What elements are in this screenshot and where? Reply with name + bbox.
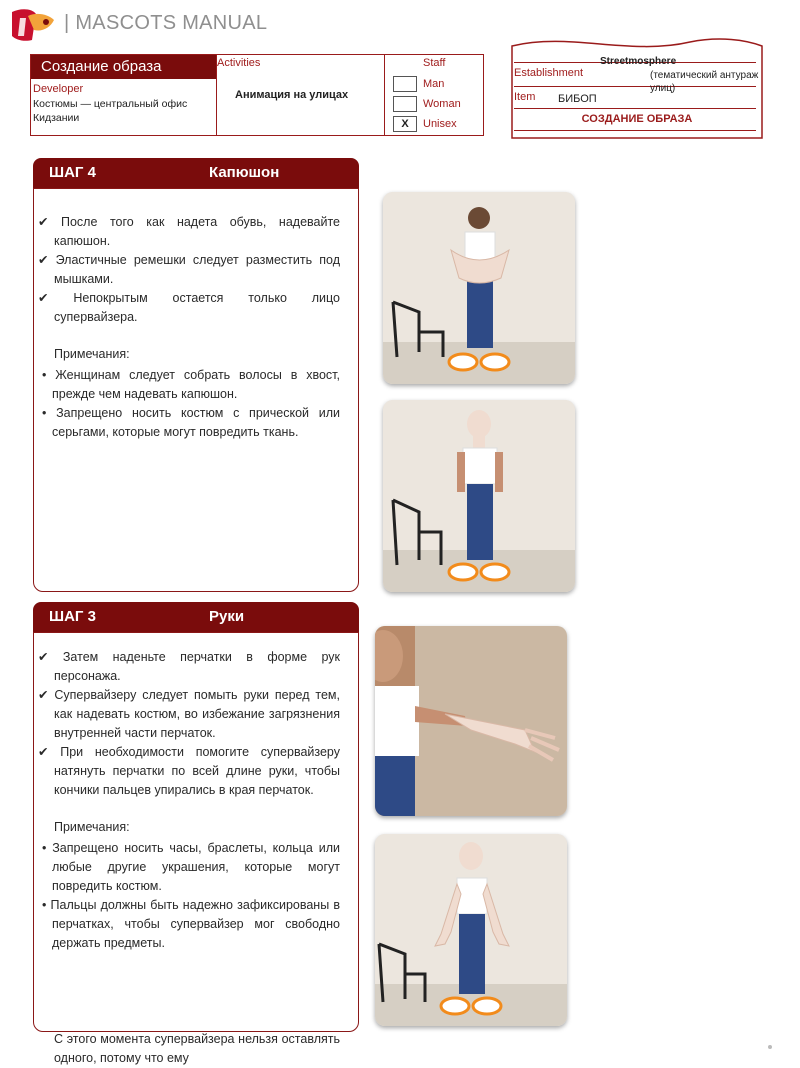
step3-number: ШАГ 3 bbox=[49, 608, 96, 625]
step4-notes-title: Примечания: bbox=[54, 347, 130, 361]
step4-note: • Женщинам следует собрать волосы в хвост, прежде чем надевать капюшон. bbox=[42, 368, 340, 401]
activities-cell bbox=[217, 55, 385, 135]
brand-logo bbox=[6, 6, 62, 46]
activities-label: Activities bbox=[217, 57, 261, 69]
info-table bbox=[30, 54, 484, 136]
developer-value: Костюмы — центральный офис Кидзании bbox=[33, 98, 188, 124]
step3-notes-title: Примечания: bbox=[54, 820, 130, 834]
establishment-value: Streetmosphere bbox=[600, 56, 677, 67]
step4-bullet: ✔ Непокрытым остается только лицо супервайзера. bbox=[38, 291, 340, 324]
step3-header bbox=[33, 602, 359, 632]
establishment-card bbox=[510, 34, 764, 140]
step3-trailing-text: С этого момента супервайзера нельзя оставлять одного, потому что ему bbox=[54, 1032, 340, 1065]
page-marker-dot bbox=[768, 1045, 772, 1049]
staff-woman-label: Woman bbox=[423, 98, 461, 110]
section-title: Создание образа bbox=[31, 55, 216, 79]
photo-gloves-putting-on bbox=[375, 626, 567, 816]
staff-man-label: Man bbox=[423, 78, 445, 90]
staff-unisex-label: Unisex bbox=[423, 118, 457, 130]
item-value: БИБОП bbox=[558, 93, 597, 105]
step3-note: • Пальцы должны быть надежно зафиксированы в перчатках, чтобы супервайзер мог свободно держать предметы. bbox=[42, 898, 340, 950]
step3-bullet: ✔ Затем наденьте перчатки в форме рук персонажа. bbox=[38, 650, 340, 683]
photo-hood-start bbox=[383, 192, 575, 384]
step3-bullet: ✔ Супервайзеру следует помыть руки перед тем, как надевать костюм, во избежание загрязнения внутренней части перчаток. bbox=[38, 688, 340, 740]
step4-bullet: ✔ После того как надета обувь, надевайте капюшон. bbox=[38, 215, 340, 248]
establishment-label: Establishment bbox=[514, 67, 584, 79]
staff-label: Staff bbox=[423, 57, 446, 69]
step4-title: Капюшон bbox=[209, 164, 280, 181]
step4-bullet: ✔ Эластичные ремешки следует разместить под мышками. bbox=[38, 253, 340, 286]
developer-label: Developer bbox=[33, 83, 84, 95]
establishment-footer: СОЗДАНИЕ ОБРАЗА bbox=[581, 113, 693, 125]
step4-number: ШАГ 4 bbox=[49, 164, 96, 181]
photo-hood-on bbox=[383, 400, 575, 592]
staff-man-checkbox[interactable] bbox=[393, 76, 417, 92]
establishment-value-note: (тематический антураж улиц) bbox=[650, 70, 759, 94]
staff-unisex-checkbox[interactable]: X bbox=[393, 116, 417, 132]
step4-header bbox=[33, 158, 359, 188]
item-label: Item bbox=[514, 91, 536, 103]
activities-value: Анимация на улицах bbox=[235, 89, 349, 101]
step3-title: Руки bbox=[209, 608, 245, 625]
manual-title: | MASCOTS MANUAL bbox=[64, 12, 268, 34]
step3-note: • Запрещено носить часы, браслеты, кольца или любые другие украшения, которые могут повредить костюм. bbox=[42, 841, 340, 893]
staff-cell bbox=[385, 55, 483, 135]
step4-content bbox=[38, 213, 340, 442]
step3-content bbox=[38, 648, 340, 953]
step3-bullet: ✔ При необходимости помогите супервайзеру натянуть перчатки по всей длине руки, чтобы кончики пальцев упирались в края перчаток. bbox=[38, 745, 340, 797]
developer-cell bbox=[31, 55, 217, 135]
photo-gloves-on bbox=[375, 834, 567, 1026]
step4-note: • Запрещено носить костюм с прической или серьгами, которые могут повредить ткань. bbox=[42, 406, 340, 439]
staff-woman-checkbox[interactable] bbox=[393, 96, 417, 112]
